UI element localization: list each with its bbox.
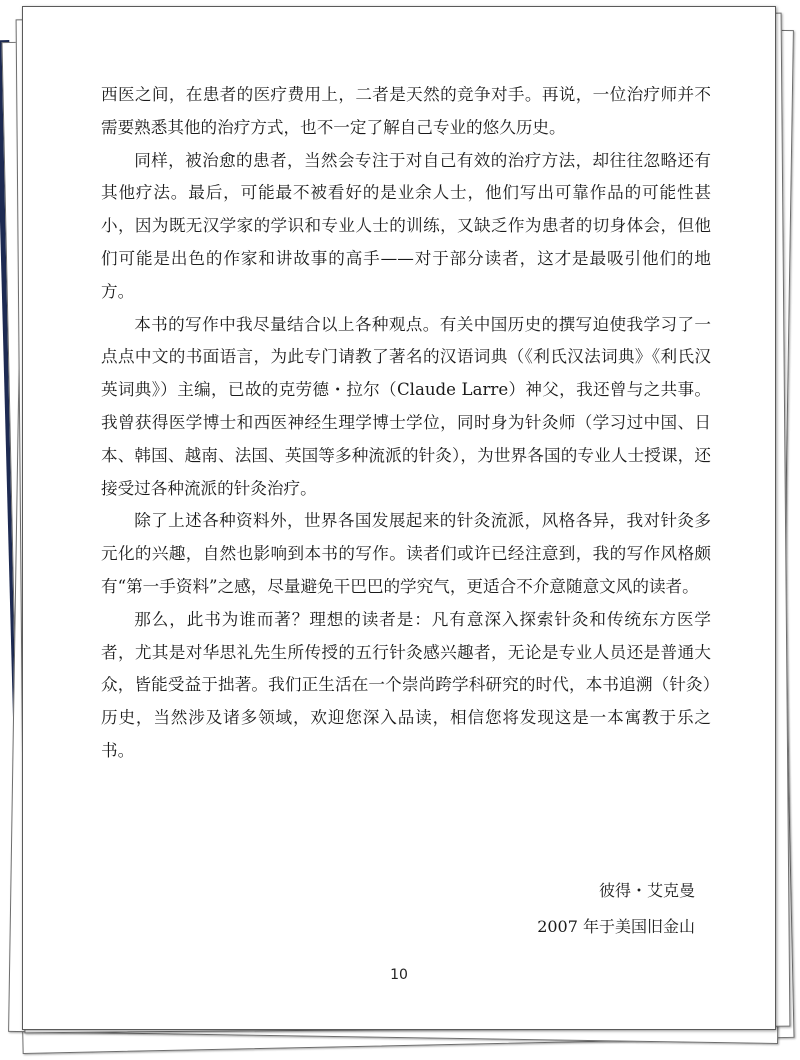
document-page (22, 6, 776, 1030)
paragraph-3: 本书的写作中我尽量结合以上各种观点。有关中国历史的撰写迫使我学习了一点点中文的书面语言，为此专门请教了著名的汉语词典（《利氏汉法词典》《利氏汉英词典》）主编，已故的克劳德・拉尔（Claude Larre）神父，我还曾与之共事。我曾获得医学博士和西医神经生理学博士学位，同时身为针灸师（学习过中国、日本、韩国、越南、法国、英国等多种流派的针灸），为世界各国的专业人士授课，还接受过各种流派的针灸治疗。 (101, 314, 711, 498)
signature-block (537, 873, 695, 945)
signature-author: 彼得・艾克曼 (598, 881, 695, 900)
body-text (101, 79, 711, 768)
paragraph-5: 那么，此书为谁而著？理想的读者是：凡有意深入探索针灸和传统东方医学者，尤其是对华思礼先生所传授的五行针灸感兴趣者，无论是专业人员还是普通大众，皆能受益于拙著。我们正生活在一个崇尚跨学科研究的时代，本书追溯（针灸）历史，当然涉及诸多领域，欢迎您深入品读，相信您将发现这是一本寓教于乐之书。 (101, 609, 711, 760)
signature-place-date: 2007 年于美国旧金山 (537, 917, 695, 936)
paragraph-1: 西医之间，在患者的医疗费用上，二者是天然的竞争对手。再说，一位治疗师并不需要熟悉其他的治疗方式，也不一定了解自己专业的悠久历史。 (101, 85, 711, 137)
paragraph-2: 同样，被治愈的患者，当然会专注于对自己有效的治疗方法，却往往忽略还有其他疗法。最后，可能最不被看好的是业余人士，他们写出可靠作品的可能性甚小，因为既无汉学家的学识和专业人士的训练，又缺乏作为患者的切身体会，但他们可能是出色的作家和讲故事的高手——对于部分读者，这才是最吸引他们的地方。 (101, 150, 711, 301)
page-number: 10 (390, 967, 408, 983)
paragraph-4: 除了上述各种资料外，世界各国发展起来的针灸流派，风格各异，我对针灸多元化的兴趣，自然也影响到本书的写作。读者们或许已经注意到，我的写作风格颇有“第一手资料”之感，尽量避免干巴巴的学究气，更适合不介意随意文风的读者。 (101, 511, 711, 596)
